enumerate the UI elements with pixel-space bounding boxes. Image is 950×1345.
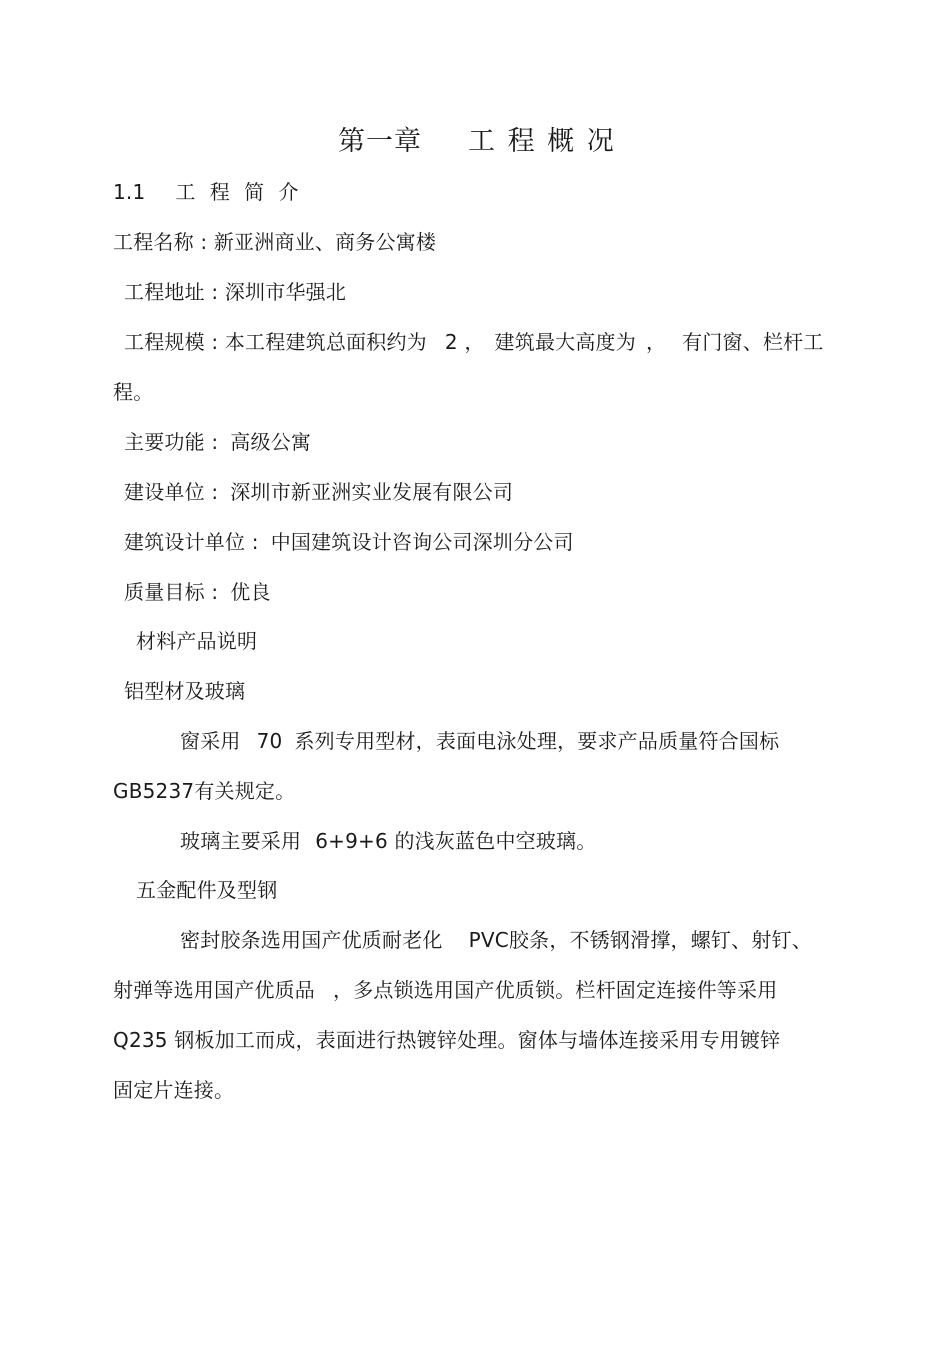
seal-paragraph-line-3: Q235 钢板加工而成，表面进行热镀锌处理。窗体与墙体连接采用专用镀锌 xyxy=(113,1028,781,1052)
function-value: 高级公寓 xyxy=(230,430,312,454)
glass-text-2: 6+9+6 的浅灰蓝色中空玻璃。 xyxy=(315,829,597,853)
scale-text-2: 2 ， xyxy=(444,330,485,354)
window-series: 70 xyxy=(256,729,283,753)
hardware-heading: 五金配件及型钢 xyxy=(136,878,278,902)
builder-label: 建设单位 : xyxy=(124,480,219,504)
window-paragraph-line-1 xyxy=(180,727,779,755)
aluminum-heading: 铝型材及玻璃 xyxy=(124,679,246,703)
designer-value: 中国建筑设计咨询公司深圳分公司 xyxy=(270,530,574,554)
function-label: 主要功能 : xyxy=(124,430,219,454)
project-address-line: 工程地址 : 深圳市华强北 xyxy=(124,280,347,304)
quality-value: 优良 xyxy=(230,580,271,604)
section-title: 工 程 简 介 xyxy=(175,180,303,204)
seal-paragraph-line-4: 固定片连接。 xyxy=(113,1078,235,1102)
quality-label: 质量目标 : xyxy=(124,580,219,604)
scale-text-1: 工程规模 : 本工程建筑总面积约为 xyxy=(124,330,427,354)
glass-text-1: 玻璃主要采用 xyxy=(180,829,302,853)
section-heading xyxy=(113,178,303,206)
window-text-2: 系列专用型材，表面电泳处理，要求产品质量符合国标 xyxy=(294,729,780,753)
section-number: 1.1 xyxy=(113,180,146,204)
chapter-number: 第一章 xyxy=(338,126,422,157)
project-scale-line xyxy=(124,328,824,356)
scale-text-5: 有门窗、栏杆工 xyxy=(682,330,824,354)
designer-line xyxy=(124,528,574,556)
chapter-title xyxy=(338,124,616,160)
designer-label: 建筑设计单位 : xyxy=(124,530,259,554)
quality-line xyxy=(124,578,271,606)
scale-text-4: ， xyxy=(645,330,667,354)
seal-text-4: ，多点锁选用国产优质锁。栏杆固定连接件等采用 xyxy=(333,978,778,1002)
project-scale-continuation: 程。 xyxy=(113,380,154,404)
builder-value: 深圳市新亚洲实业发展有限公司 xyxy=(230,480,514,504)
glass-paragraph xyxy=(180,827,596,855)
scale-text-3: 建筑最大高度为 xyxy=(494,330,636,354)
window-paragraph-line-2: GB5237有关规定。 xyxy=(113,779,296,803)
project-name-line: 工程名称 : 新亚洲商业、商务公寓楼 xyxy=(113,230,437,254)
seal-text-1: 密封胶条选用国产优质耐老化 xyxy=(180,928,443,952)
materials-heading: 材料产品说明 xyxy=(136,629,258,653)
main-function-line xyxy=(124,428,311,456)
window-text-1: 窗采用 xyxy=(180,729,241,753)
seal-paragraph-line-1 xyxy=(180,926,812,954)
builder-line xyxy=(124,478,513,506)
chapter-name: 工 程 概 况 xyxy=(468,126,616,157)
seal-text-3: 射弹等选用国产优质品 xyxy=(113,978,315,1002)
seal-text-2: PVC胶条，不锈钢滑撑，螺钉、射钉、 xyxy=(468,928,812,952)
seal-paragraph-line-2 xyxy=(113,976,777,1004)
